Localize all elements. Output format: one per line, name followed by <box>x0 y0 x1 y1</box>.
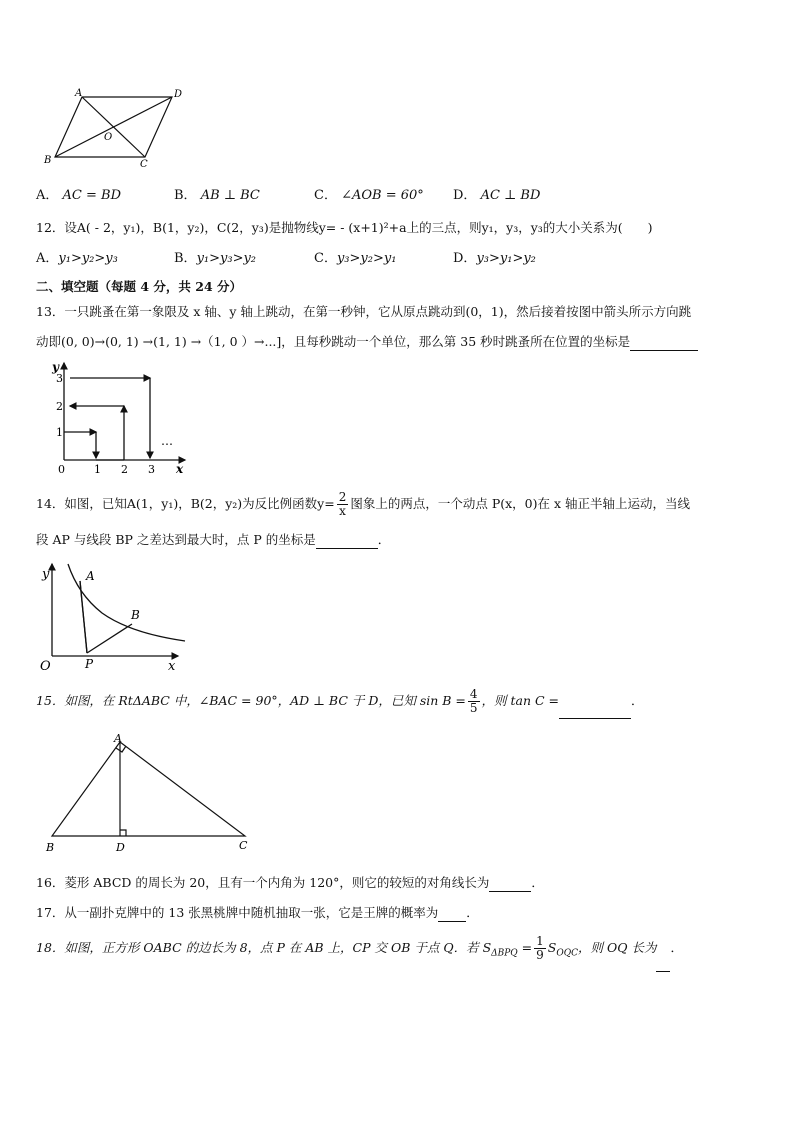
q11-option-a[interactable]: A． AC = BD <box>36 188 121 203</box>
q12-option-d[interactable]: D．y₃>y₁>y₂ <box>453 251 536 266</box>
fig11-label-c: C <box>140 159 148 170</box>
q13-fig-origin: 0 <box>58 463 65 476</box>
q18-question: 18．如图，正方形 OABC 的边长为 8，点 P 在 AB 上，CP 交 OB 于点 Q．若 $S_{\Delta BPQ}$ = $\frac{1}{9}$ $S_{OQC}$，则 OQ 长为 ． <box>36 930 683 966</box>
q13-fig-ytick-2: 2 <box>56 400 63 413</box>
fig11-label-o: O <box>104 132 113 143</box>
q13-fig-xtick-2: 2 <box>121 463 128 476</box>
q13-fig-x-label: x <box>176 462 184 476</box>
q12-option-c[interactable]: C．y₃>y₂>y₁ <box>314 251 397 266</box>
q13-fig-xtick-3: 3 <box>148 463 155 476</box>
q11-option-d[interactable]: D． AC ⊥ BD <box>453 188 541 203</box>
q11-parallelogram-figure <box>40 85 200 170</box>
q17-answer-blank[interactable] <box>438 907 466 922</box>
fig11-label-a: A <box>75 88 83 99</box>
q14-hyperbola-figure <box>30 558 190 673</box>
q15-fig-label-c: C <box>239 839 248 852</box>
q14-answer-blank[interactable] <box>316 534 378 549</box>
q15-fig-label-a: A <box>114 732 122 745</box>
section-heading-fill-in: 二、填空题（每题 4 分，共 24 分） <box>36 279 243 294</box>
q12-option-b[interactable]: B．y₁>y₃>y₂ <box>174 251 257 266</box>
fig11-label-b: B <box>44 155 52 166</box>
q15-triangle-figure <box>40 730 260 855</box>
q14-fig-label-a: A <box>86 569 95 583</box>
fig11-label-d: D <box>174 89 183 100</box>
q16-answer-blank[interactable] <box>489 877 531 892</box>
q13-fig-ellipsis: … <box>161 434 173 448</box>
q18-fraction: $\frac{1}{9}$ <box>536 934 544 962</box>
q12-option-a[interactable]: A．y₁>y₂>y₃ <box>36 251 118 266</box>
q11-options <box>36 187 121 205</box>
q11-option-c[interactable]: C． ∠AOB = 60° <box>314 188 424 203</box>
q14-fig-y-label: y <box>42 567 50 582</box>
q11-option-b[interactable]: B． AB ⊥ BC <box>174 188 260 203</box>
q14-fig-label-b: B <box>131 608 140 622</box>
q14-line1: 14．如图，已知A(1，y₁)，B(2，y₂)为反比例函数y= $\frac{2}{x}$ 图象上的两点，一个动点 P(x，0)在 x 轴正半轴上运动，当线 <box>36 490 690 518</box>
q18-answer-blank[interactable] <box>656 957 670 972</box>
q13-fig-ytick-3: 3 <box>56 372 63 385</box>
q13-line2: 动即(0, 0)→(0, 1) →(1, 1) →（1, 0 ）→...]，且每秒跳动一个单位，那么第 35 秒时跳蚤所在位置的坐标是 <box>36 333 698 351</box>
q14-fig-x-label: x <box>168 659 176 673</box>
q17-question: 17．从一副扑克牌中的 13 张黑桃牌中随机抽取一张，它是王牌的概率为 ． <box>36 905 479 920</box>
q13-line1: 13．一只跳蚤在第一象限及 x 轴、y 轴上跳动，在第一秒钟，它从原点跳动到(0，1)，然后接着按图中箭头所示方向跳 <box>36 304 692 319</box>
q13-flea-path-figure <box>40 355 200 480</box>
q14-line2: 段 AP 与线段 BP 之差达到最大时，点 P 的坐标是 ． <box>36 532 391 547</box>
q15-fig-label-b: B <box>46 841 55 854</box>
q13-fig-y-label: y <box>52 360 59 374</box>
q15-fig-label-d: D <box>116 841 125 854</box>
q13-answer-blank[interactable] <box>630 336 698 351</box>
q14-fig-label-p: P <box>85 657 94 671</box>
q14-fig-origin: O <box>40 659 51 673</box>
q15-answer-blank[interactable] <box>559 704 631 719</box>
q13-fig-ytick-1: 1 <box>56 426 63 439</box>
q12-question: 12．设A( - 2，y₁)，B(1，y₂)，C(2，y₃)是抛物线y= - (x+1)²+a上的三点，则y₁，y₃，y₃的大小关系为( ) <box>36 220 653 235</box>
q13-fig-xtick-1: 1 <box>94 463 101 476</box>
q15-question: 15．如图，在 RtΔABC 中，∠BAC = 90°，AD ⊥ BC 于 D，已知 sin B = $\frac{4}{5}$ ，则 tan C = ． <box>36 683 644 719</box>
q15-fraction: $\frac{4}{5}$ <box>469 687 478 715</box>
q14-fraction: $\frac{2}{x}$ <box>338 490 347 518</box>
q16-question: 16．菱形 ABCD 的周长为 20，且有一个内角为 120°，则它的较短的对角线长为 ． <box>36 875 544 890</box>
